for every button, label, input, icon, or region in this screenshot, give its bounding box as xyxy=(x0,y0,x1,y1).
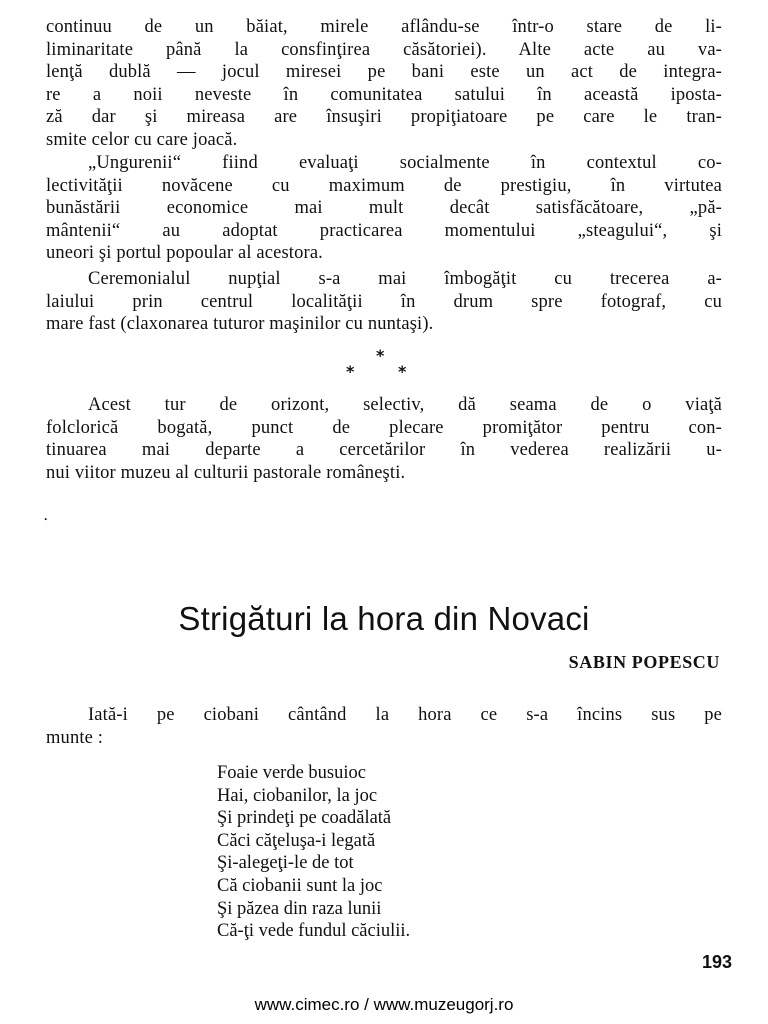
poem-verse: Foaie verde busuioc xyxy=(217,763,366,783)
stray-mark: ꞏ xyxy=(44,513,48,526)
poem-verse: Şi păzea din raza lunii xyxy=(217,898,382,919)
text-line: uneori şi portul popoular al acestora. xyxy=(46,243,323,264)
text-line: re a noii neveste în comunitatea satului în această iposta- xyxy=(46,84,722,105)
page-number: 193 xyxy=(701,952,732,972)
article-author: SABIN POPESCU xyxy=(568,652,720,672)
poem-verse: Şi-alegeţi-le de tot xyxy=(217,853,354,874)
separator-star: * xyxy=(398,362,407,381)
text-line: „Ungurenii“ fiind evaluaţi socialmente în contextul co- xyxy=(88,153,722,173)
section-separator xyxy=(330,346,420,382)
text-line: lectivităţii novăcene cu maximum de prestigiu, în virtutea xyxy=(46,175,722,196)
text-line: Acest tur de orizont, selectiv, dă seama de o viaţă xyxy=(88,395,722,415)
article-title: Strigături la hora din Novaci xyxy=(178,600,590,637)
poem-verse: Şi prindeţi pe coadălată xyxy=(217,808,392,829)
poem-verse: Căci căţeluşa-i legată xyxy=(217,830,376,851)
text-line: laiului prin centrul localităţii în drum spre fotograf, cu xyxy=(46,291,722,312)
text-line: bunăstării economice mai mult decât satisfăcătoare, „pă- xyxy=(46,198,722,219)
text-line: liminaritate până la consfinţirea căsătoriei). Alte acte au va- xyxy=(46,39,722,60)
separator-star: * xyxy=(346,362,355,381)
paragraph-ungurenii xyxy=(46,152,722,265)
text-line: smite celor cu care joacă. xyxy=(46,129,238,150)
text-line: mântenii“ au adoptat practicarea momentului „steagului“, şi xyxy=(46,220,722,241)
text-line: Iată-i pe ciobani cântând la hora ce s-a încins sus pe xyxy=(88,705,722,725)
poem-verse: Că-ţi vede fundul căciulii. xyxy=(217,921,411,942)
poem-verse: Hai, ciobanilor, la joc xyxy=(217,785,378,806)
paragraph-ceremonial xyxy=(46,268,722,336)
text-line: folclorică bogată, punct de plecare promiţător pentru con- xyxy=(46,417,722,438)
poem-verse: Că ciobanii sunt la joc xyxy=(217,875,383,896)
article-intro xyxy=(46,704,722,749)
text-line: ză dar şi mireasa are însuşiri propiţiatoare pe care le tran- xyxy=(46,107,722,128)
text-line: tinuarea mai departe a cercetărilor în vederea realizării u- xyxy=(46,440,722,461)
text-line: nui viitor muzeu al culturii pastorale româneşti. xyxy=(46,462,406,483)
text-line: continuu de un băiat, mirele aflându-se într-o stare de li- xyxy=(46,17,722,37)
footer-source: www.cimec.ro / www.muzeugorj.ro xyxy=(254,995,514,1014)
poem xyxy=(217,762,410,943)
text-line: lenţă dublă — jocul miresei pe bani este un act de integra- xyxy=(46,62,722,83)
paragraph-conclusion xyxy=(46,394,722,484)
separator-star: * xyxy=(376,346,385,365)
text-line: munte : xyxy=(46,727,104,748)
paragraph-intro xyxy=(46,16,722,152)
text-line: mare fast (claxonarea tuturor maşinilor cu nuntaşi). xyxy=(46,314,434,335)
text-line: Ceremonialul nupţial s-a mai îmbogăţit cu trecerea a- xyxy=(88,269,722,289)
